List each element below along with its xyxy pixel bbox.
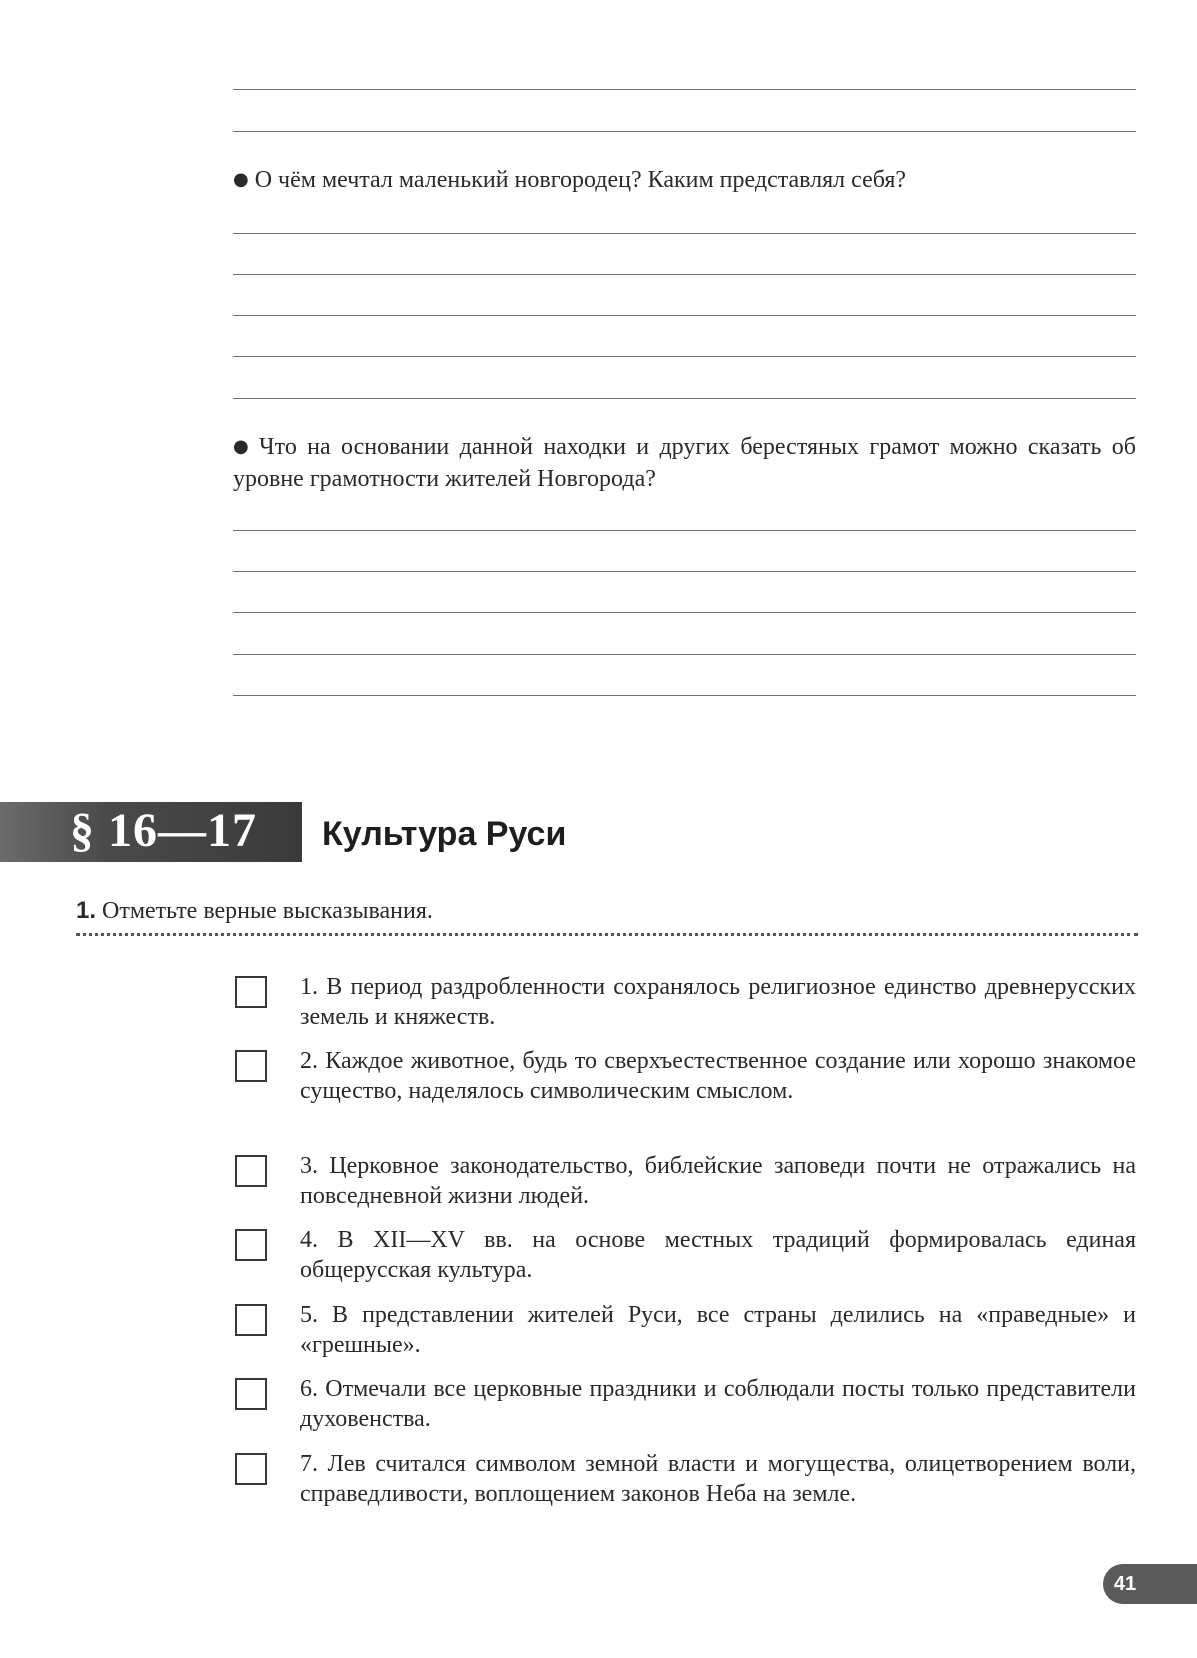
answer-line[interactable] [233, 274, 1136, 275]
question-2 [233, 432, 1136, 494]
question-2-text: Что на основании данной находки и других берестяных грамот можно сказать об уровне грамотности жителей Новгорода? [233, 434, 1136, 492]
answer-line[interactable] [233, 315, 1136, 316]
task-instruction: Отметьте верные высказывания. [102, 898, 433, 924]
answer-line[interactable] [233, 398, 1136, 399]
checkbox[interactable] [235, 1050, 267, 1082]
answer-line[interactable] [233, 89, 1136, 90]
checkbox[interactable] [235, 976, 267, 1008]
answer-line[interactable] [233, 612, 1136, 613]
statement-text: 3. Церковное законодательство, библейские заповеди почти не отражались на повседневной жизни людей. [300, 1153, 1136, 1209]
section-title: Культура Руси [322, 815, 567, 853]
checkbox[interactable] [235, 1229, 267, 1261]
statement-text: 5. В представлении жителей Руси, все страны делились на «праведные» и «грешные». [300, 1302, 1136, 1358]
statement-text: 1. В период раздробленности сохранялось религиозное единство древнерусских земель и княжеств. [300, 974, 1136, 1030]
question-1-text: О чём мечтал маленький новгородец? Каким представлял себя? [254, 167, 907, 193]
answer-line[interactable] [233, 695, 1136, 696]
answer-line[interactable] [233, 233, 1136, 234]
answer-line[interactable] [233, 356, 1136, 357]
question-1 [233, 165, 1136, 197]
bullet-icon: ● [233, 436, 254, 457]
checkbox[interactable] [235, 1453, 267, 1485]
checkbox[interactable] [235, 1155, 267, 1187]
answer-line[interactable] [233, 530, 1136, 531]
task-number: 1. [76, 897, 97, 924]
checkbox[interactable] [235, 1378, 267, 1410]
bullet-icon: ● [233, 169, 249, 190]
answer-line[interactable] [233, 571, 1136, 572]
statement-text: 2. Каждое животное, будь то сверхъестественное создание или хорошо знакомое существо, наделялось символическим смыслом. [300, 1048, 1136, 1104]
answer-line[interactable] [233, 654, 1136, 655]
section-number: § 16—17 [70, 804, 257, 857]
checkbox[interactable] [235, 1304, 267, 1336]
statement-text: 4. В XII—XV вв. на основе местных традиций формировалась единая общерусская культура. [300, 1227, 1136, 1283]
statement-text: 7. Лев считался символом земной власти и могущества, олицетворением воли, справедливости, воплощением законов Неба на земле. [300, 1451, 1136, 1507]
task-heading [76, 896, 433, 926]
dotted-divider [76, 933, 1138, 936]
answer-line[interactable] [233, 131, 1136, 132]
page-number: 41 [1113, 1573, 1137, 1595]
statement-text: 6. Отмечали все церковные праздники и соблюдали посты только представители духовенства. [300, 1376, 1136, 1432]
